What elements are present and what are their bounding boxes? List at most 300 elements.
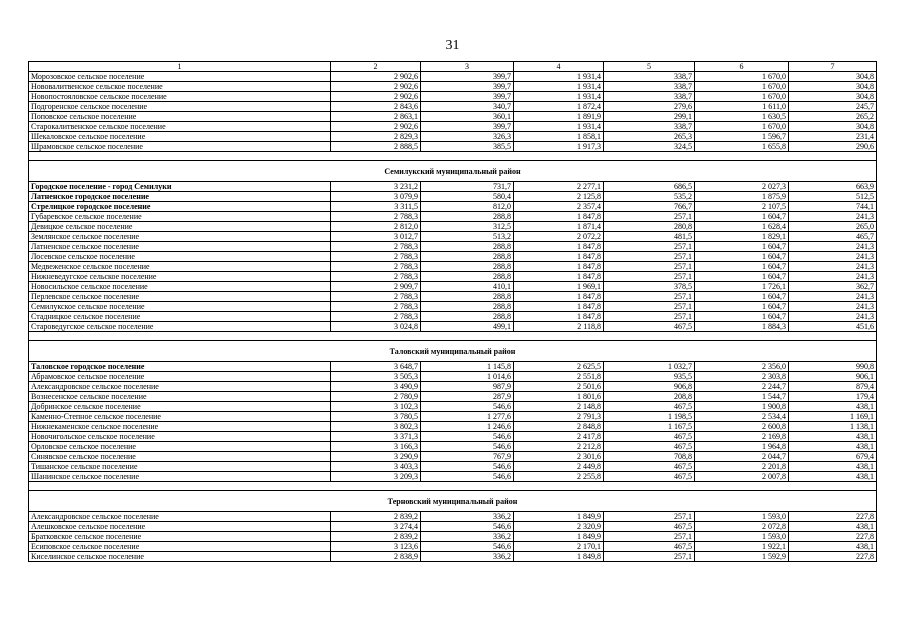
value-cell-col2: 2 863,1 bbox=[331, 112, 421, 122]
value-cell-col5: 1 032,7 bbox=[604, 362, 695, 372]
value-cell-col5: 338,7 bbox=[604, 82, 695, 92]
value-cell-col5: 299,1 bbox=[604, 112, 695, 122]
value-cell-col7: 227,8 bbox=[789, 512, 877, 522]
table-row bbox=[29, 382, 877, 392]
settlement-name-cell: Новосильское сельское поселение bbox=[29, 282, 331, 292]
value-cell-col4: 2 277,1 bbox=[514, 182, 604, 192]
value-cell-col5: 279,6 bbox=[604, 102, 695, 112]
value-cell-col4: 1 872,4 bbox=[514, 102, 604, 112]
value-cell-col5: 257,1 bbox=[604, 272, 695, 282]
value-cell-col7: 241,3 bbox=[789, 262, 877, 272]
settlement-name-cell: Нижневедугское сельское поселение bbox=[29, 272, 331, 282]
table-row bbox=[29, 92, 877, 102]
value-cell-col4: 1 849,8 bbox=[514, 552, 604, 562]
value-cell-col3: 546,6 bbox=[421, 462, 514, 472]
value-cell-col5: 467,5 bbox=[604, 442, 695, 452]
value-cell-col5: 708,8 bbox=[604, 452, 695, 462]
value-cell-col2: 3 166,3 bbox=[331, 442, 421, 452]
value-cell-col4: 2 357,4 bbox=[514, 202, 604, 212]
value-cell-col6: 2 534,4 bbox=[695, 412, 789, 422]
value-cell-col2: 3 311,5 bbox=[331, 202, 421, 212]
table-row bbox=[29, 442, 877, 452]
value-cell-col7: 879,4 bbox=[789, 382, 877, 392]
value-cell-col4: 2 501,6 bbox=[514, 382, 604, 392]
value-cell-col6: 2 356,0 bbox=[695, 362, 789, 372]
settlement-name-cell: Каменно-Степное сельское поселение bbox=[29, 412, 331, 422]
section-title: Семилукский муниципальный район bbox=[29, 161, 877, 182]
table-row bbox=[29, 542, 877, 552]
value-cell-col7: 744,1 bbox=[789, 202, 877, 212]
value-cell-col6: 1 900,8 bbox=[695, 402, 789, 412]
value-cell-col3: 513,2 bbox=[421, 232, 514, 242]
value-cell-col6: 1 604,7 bbox=[695, 312, 789, 322]
value-cell-col4: 1 891,9 bbox=[514, 112, 604, 122]
value-cell-col7: 438,1 bbox=[789, 402, 877, 412]
value-cell-col2: 3 648,7 bbox=[331, 362, 421, 372]
value-cell-col3: 288,8 bbox=[421, 302, 514, 312]
value-cell-col7: 304,8 bbox=[789, 92, 877, 102]
settlement-name-cell: Шекаловское сельское поселение bbox=[29, 132, 331, 142]
value-cell-col3: 1 246,6 bbox=[421, 422, 514, 432]
spacer-row bbox=[29, 482, 877, 491]
column-header: 6 bbox=[695, 62, 789, 72]
value-cell-col6: 1 604,7 bbox=[695, 272, 789, 282]
table-row bbox=[29, 72, 877, 82]
value-cell-col7: 227,8 bbox=[789, 532, 877, 542]
value-cell-col4: 2 551,8 bbox=[514, 372, 604, 382]
value-cell-col5: 481,5 bbox=[604, 232, 695, 242]
settlement-name-cell: Добринское сельское поселение bbox=[29, 402, 331, 412]
value-cell-col7: 241,3 bbox=[789, 302, 877, 312]
value-cell-col3: 546,6 bbox=[421, 442, 514, 452]
settlement-name-cell: Семилукское сельское поселение bbox=[29, 302, 331, 312]
value-cell-col7: 304,8 bbox=[789, 122, 877, 132]
value-cell-col6: 2 044,7 bbox=[695, 452, 789, 462]
value-cell-col3: 499,1 bbox=[421, 322, 514, 332]
value-cell-col4: 1 847,8 bbox=[514, 252, 604, 262]
value-cell-col6: 1 655,8 bbox=[695, 142, 789, 152]
value-cell-col6: 1 670,0 bbox=[695, 72, 789, 82]
table-row bbox=[29, 232, 877, 242]
value-cell-col6: 1 884,3 bbox=[695, 322, 789, 332]
value-cell-col4: 2 148,8 bbox=[514, 402, 604, 412]
value-cell-col4: 1 871,4 bbox=[514, 222, 604, 232]
value-cell-col6: 1 604,7 bbox=[695, 212, 789, 222]
table-row bbox=[29, 292, 877, 302]
value-cell-col7: 241,3 bbox=[789, 312, 877, 322]
value-cell-col4: 1 931,4 bbox=[514, 122, 604, 132]
settlement-name-cell: Шанинское сельское поселение bbox=[29, 472, 331, 482]
settlement-name-cell: Поповское сельское поселение bbox=[29, 112, 331, 122]
value-cell-col3: 385,5 bbox=[421, 142, 514, 152]
value-cell-col7: 451,6 bbox=[789, 322, 877, 332]
column-header: 4 bbox=[514, 62, 604, 72]
value-cell-col3: 410,1 bbox=[421, 282, 514, 292]
value-cell-col7: 241,3 bbox=[789, 272, 877, 282]
value-cell-col6: 2 303,8 bbox=[695, 372, 789, 382]
value-cell-col2: 2 788,3 bbox=[331, 272, 421, 282]
value-cell-col4: 1 847,8 bbox=[514, 242, 604, 252]
table-row bbox=[29, 212, 877, 222]
value-cell-col4: 2 125,8 bbox=[514, 192, 604, 202]
table-row bbox=[29, 262, 877, 272]
value-cell-col5: 467,5 bbox=[604, 402, 695, 412]
table-row bbox=[29, 422, 877, 432]
value-cell-col5: 338,7 bbox=[604, 122, 695, 132]
value-cell-col6: 1 726,1 bbox=[695, 282, 789, 292]
value-cell-col4: 1 969,1 bbox=[514, 282, 604, 292]
value-cell-col5: 257,1 bbox=[604, 312, 695, 322]
value-cell-col6: 1 628,4 bbox=[695, 222, 789, 232]
value-cell-col6: 1 544,7 bbox=[695, 392, 789, 402]
table-row bbox=[29, 222, 877, 232]
section-title: Терновский муниципальный район bbox=[29, 491, 877, 512]
settlement-name-cell: Братковское сельское поселение bbox=[29, 532, 331, 542]
value-cell-col3: 288,8 bbox=[421, 212, 514, 222]
value-cell-col2: 2 902,6 bbox=[331, 122, 421, 132]
value-cell-col7: 241,3 bbox=[789, 242, 877, 252]
settlement-name-cell: Есиповское сельское поселение bbox=[29, 542, 331, 552]
value-cell-col6: 1 611,0 bbox=[695, 102, 789, 112]
value-cell-col6: 2 027,3 bbox=[695, 182, 789, 192]
section-header-row bbox=[29, 341, 877, 362]
value-cell-col3: 812,0 bbox=[421, 202, 514, 212]
table-row bbox=[29, 552, 877, 562]
value-cell-col5: 467,5 bbox=[604, 462, 695, 472]
value-cell-col5: 467,5 bbox=[604, 322, 695, 332]
value-cell-col2: 2 788,3 bbox=[331, 292, 421, 302]
value-cell-col5: 467,5 bbox=[604, 542, 695, 552]
settlement-name-cell: Перлевское сельское поселение bbox=[29, 292, 331, 302]
value-cell-col6: 1 875,9 bbox=[695, 192, 789, 202]
value-cell-col3: 288,8 bbox=[421, 252, 514, 262]
value-cell-col5: 935,5 bbox=[604, 372, 695, 382]
value-cell-col7: 179,4 bbox=[789, 392, 877, 402]
value-cell-col5: 265,3 bbox=[604, 132, 695, 142]
value-cell-col5: 257,1 bbox=[604, 552, 695, 562]
value-cell-col2: 2 788,3 bbox=[331, 262, 421, 272]
settlement-name-cell: Вознесенское сельское поселение bbox=[29, 392, 331, 402]
value-cell-col5: 467,5 bbox=[604, 472, 695, 482]
value-cell-col3: 288,8 bbox=[421, 262, 514, 272]
value-cell-col4: 2 170,1 bbox=[514, 542, 604, 552]
value-cell-col7: 227,8 bbox=[789, 552, 877, 562]
table-row bbox=[29, 322, 877, 332]
value-cell-col3: 1 277,6 bbox=[421, 412, 514, 422]
table-row bbox=[29, 522, 877, 532]
value-cell-col3: 326,3 bbox=[421, 132, 514, 142]
table-row bbox=[29, 392, 877, 402]
value-cell-col4: 1 917,3 bbox=[514, 142, 604, 152]
value-cell-col2: 3 403,3 bbox=[331, 462, 421, 472]
value-cell-col5: 906,8 bbox=[604, 382, 695, 392]
value-cell-col3: 336,2 bbox=[421, 512, 514, 522]
value-cell-col7: 438,1 bbox=[789, 542, 877, 552]
value-cell-col4: 1 847,8 bbox=[514, 212, 604, 222]
value-cell-col2: 3 123,6 bbox=[331, 542, 421, 552]
value-cell-col7: 438,1 bbox=[789, 522, 877, 532]
value-cell-col3: 546,6 bbox=[421, 402, 514, 412]
settlement-name-cell: Девицкое сельское поселение bbox=[29, 222, 331, 232]
table-row bbox=[29, 302, 877, 312]
settlement-name-cell: Морозовское сельское поселение bbox=[29, 72, 331, 82]
value-cell-col4: 2 118,8 bbox=[514, 322, 604, 332]
settlement-name-cell: Тишанское сельское поселение bbox=[29, 462, 331, 472]
value-cell-col6: 1 604,7 bbox=[695, 292, 789, 302]
table-row bbox=[29, 412, 877, 422]
value-cell-col4: 1 847,8 bbox=[514, 272, 604, 282]
value-cell-col7: 290,6 bbox=[789, 142, 877, 152]
value-cell-col5: 1 167,5 bbox=[604, 422, 695, 432]
value-cell-col4: 1 801,6 bbox=[514, 392, 604, 402]
value-cell-col5: 766,7 bbox=[604, 202, 695, 212]
section-title: Таловский муниципальный район bbox=[29, 341, 877, 362]
value-cell-col3: 987,9 bbox=[421, 382, 514, 392]
value-cell-col3: 288,8 bbox=[421, 292, 514, 302]
value-cell-col2: 2 839,2 bbox=[331, 512, 421, 522]
value-cell-col2: 3 802,3 bbox=[331, 422, 421, 432]
value-cell-col7: 245,7 bbox=[789, 102, 877, 112]
value-cell-col5: 257,1 bbox=[604, 252, 695, 262]
table-row bbox=[29, 122, 877, 132]
table-row bbox=[29, 192, 877, 202]
value-cell-col7: 679,4 bbox=[789, 452, 877, 462]
column-header: 2 bbox=[331, 62, 421, 72]
table-row bbox=[29, 112, 877, 122]
settlement-name-cell: Латненское городское поселение bbox=[29, 192, 331, 202]
value-cell-col5: 467,5 bbox=[604, 432, 695, 442]
spacer-cell bbox=[29, 482, 877, 491]
value-cell-col6: 2 107,5 bbox=[695, 202, 789, 212]
value-cell-col4: 1 931,4 bbox=[514, 82, 604, 92]
table-row bbox=[29, 202, 877, 212]
value-cell-col7: 663,9 bbox=[789, 182, 877, 192]
table-header-row bbox=[29, 62, 877, 72]
value-cell-col5: 686,5 bbox=[604, 182, 695, 192]
table-row bbox=[29, 372, 877, 382]
settlement-name-cell: Нововалитвенское сельское поселение bbox=[29, 82, 331, 92]
value-cell-col2: 2 888,5 bbox=[331, 142, 421, 152]
value-cell-col2: 3 290,9 bbox=[331, 452, 421, 462]
value-cell-col3: 546,6 bbox=[421, 432, 514, 442]
value-cell-col2: 3 231,2 bbox=[331, 182, 421, 192]
section-header-row bbox=[29, 491, 877, 512]
value-cell-col7: 906,1 bbox=[789, 372, 877, 382]
table-row bbox=[29, 532, 877, 542]
value-cell-col2: 3 209,3 bbox=[331, 472, 421, 482]
table-row bbox=[29, 132, 877, 142]
value-cell-col5: 1 198,5 bbox=[604, 412, 695, 422]
value-cell-col6: 1 829,1 bbox=[695, 232, 789, 242]
value-cell-col7: 362,7 bbox=[789, 282, 877, 292]
value-cell-col5: 467,5 bbox=[604, 522, 695, 532]
value-cell-col4: 2 255,8 bbox=[514, 472, 604, 482]
settlement-name-cell: Подгоренское сельское поселение bbox=[29, 102, 331, 112]
value-cell-col2: 2 780,9 bbox=[331, 392, 421, 402]
value-cell-col3: 731,7 bbox=[421, 182, 514, 192]
value-cell-col6: 2 201,8 bbox=[695, 462, 789, 472]
value-cell-col5: 257,1 bbox=[604, 292, 695, 302]
column-header: 7 bbox=[789, 62, 877, 72]
value-cell-col4: 2 848,8 bbox=[514, 422, 604, 432]
table-row bbox=[29, 512, 877, 522]
value-cell-col4: 2 212,8 bbox=[514, 442, 604, 452]
value-cell-col5: 378,5 bbox=[604, 282, 695, 292]
settlement-name-cell: Новопостояловское сельское поселение bbox=[29, 92, 331, 102]
settlement-name-cell: Стадницкое сельское поселение bbox=[29, 312, 331, 322]
settlement-name-cell: Синявское сельское поселение bbox=[29, 452, 331, 462]
value-cell-col2: 2 843,6 bbox=[331, 102, 421, 112]
column-header: 3 bbox=[421, 62, 514, 72]
value-cell-col3: 312,5 bbox=[421, 222, 514, 232]
value-cell-col2: 2 788,3 bbox=[331, 242, 421, 252]
value-cell-col7: 231,4 bbox=[789, 132, 877, 142]
value-cell-col3: 288,8 bbox=[421, 242, 514, 252]
value-cell-col3: 399,7 bbox=[421, 122, 514, 132]
settlement-name-cell: Нижнекаменское сельское поселение bbox=[29, 422, 331, 432]
value-cell-col5: 257,1 bbox=[604, 512, 695, 522]
column-header: 1 bbox=[29, 62, 331, 72]
value-cell-col6: 1 604,7 bbox=[695, 242, 789, 252]
value-cell-col5: 257,1 bbox=[604, 532, 695, 542]
value-cell-col3: 399,7 bbox=[421, 92, 514, 102]
settlement-name-cell: Городское поселение - город Семилуки bbox=[29, 182, 331, 192]
table-row bbox=[29, 452, 877, 462]
table-row bbox=[29, 472, 877, 482]
value-cell-col6: 1 670,0 bbox=[695, 122, 789, 132]
value-cell-col5: 257,1 bbox=[604, 262, 695, 272]
value-cell-col7: 304,8 bbox=[789, 82, 877, 92]
value-cell-col2: 2 902,6 bbox=[331, 72, 421, 82]
column-header: 5 bbox=[604, 62, 695, 72]
value-cell-col3: 1 145,8 bbox=[421, 362, 514, 372]
value-cell-col2: 2 788,3 bbox=[331, 212, 421, 222]
value-cell-col4: 1 849,9 bbox=[514, 532, 604, 542]
settlement-name-cell: Киселинское сельское поселение bbox=[29, 552, 331, 562]
value-cell-col3: 399,7 bbox=[421, 82, 514, 92]
value-cell-col4: 2 072,2 bbox=[514, 232, 604, 242]
value-cell-col7: 241,3 bbox=[789, 212, 877, 222]
value-cell-col2: 2 788,3 bbox=[331, 252, 421, 262]
settlement-name-cell: Шрамовское сельское поселение bbox=[29, 142, 331, 152]
settlement-name-cell: Орловское сельское поселение bbox=[29, 442, 331, 452]
value-cell-col4: 1 847,8 bbox=[514, 302, 604, 312]
value-cell-col2: 3 371,3 bbox=[331, 432, 421, 442]
value-cell-col3: 340,7 bbox=[421, 102, 514, 112]
value-cell-col6: 2 600,8 bbox=[695, 422, 789, 432]
value-cell-col2: 3 505,3 bbox=[331, 372, 421, 382]
value-cell-col3: 287,9 bbox=[421, 392, 514, 402]
value-cell-col4: 2 791,3 bbox=[514, 412, 604, 422]
table-row bbox=[29, 282, 877, 292]
value-cell-col5: 257,1 bbox=[604, 212, 695, 222]
table-row bbox=[29, 82, 877, 92]
value-cell-col6: 2 244,7 bbox=[695, 382, 789, 392]
value-cell-col2: 3 079,9 bbox=[331, 192, 421, 202]
table-row bbox=[29, 142, 877, 152]
value-cell-col6: 2 169,8 bbox=[695, 432, 789, 442]
value-cell-col7: 1 138,1 bbox=[789, 422, 877, 432]
value-cell-col2: 3 274,4 bbox=[331, 522, 421, 532]
value-cell-col3: 360,1 bbox=[421, 112, 514, 122]
value-cell-col7: 241,3 bbox=[789, 292, 877, 302]
settlement-name-cell: Старокалитвенское сельское поселение bbox=[29, 122, 331, 132]
settlement-name-cell: Александровское сельское поселение bbox=[29, 382, 331, 392]
value-cell-col3: 288,8 bbox=[421, 312, 514, 322]
settlement-name-cell: Медвеженское сельское поселение bbox=[29, 262, 331, 272]
value-cell-col6: 2 072,8 bbox=[695, 522, 789, 532]
value-cell-col2: 3 780,5 bbox=[331, 412, 421, 422]
value-cell-col3: 336,2 bbox=[421, 552, 514, 562]
value-cell-col3: 546,6 bbox=[421, 472, 514, 482]
value-cell-col7: 438,1 bbox=[789, 442, 877, 452]
table-row bbox=[29, 362, 877, 372]
table-row bbox=[29, 432, 877, 442]
settlement-name-cell: Латненское сельское поселение bbox=[29, 242, 331, 252]
value-cell-col7: 465,7 bbox=[789, 232, 877, 242]
value-cell-col6: 1 604,7 bbox=[695, 252, 789, 262]
value-cell-col6: 1 596,7 bbox=[695, 132, 789, 142]
value-cell-col3: 580,4 bbox=[421, 192, 514, 202]
settlement-name-cell: Новочигольское сельское поселение bbox=[29, 432, 331, 442]
value-cell-col7: 304,8 bbox=[789, 72, 877, 82]
value-cell-col4: 1 847,8 bbox=[514, 262, 604, 272]
value-cell-col7: 265,2 bbox=[789, 112, 877, 122]
value-cell-col5: 280,8 bbox=[604, 222, 695, 232]
value-cell-col6: 1 604,7 bbox=[695, 302, 789, 312]
table-row bbox=[29, 402, 877, 412]
value-cell-col7: 438,1 bbox=[789, 472, 877, 482]
value-cell-col2: 3 490,9 bbox=[331, 382, 421, 392]
value-cell-col4: 1 858,1 bbox=[514, 132, 604, 142]
value-cell-col2: 2 812,0 bbox=[331, 222, 421, 232]
value-cell-col2: 3 102,3 bbox=[331, 402, 421, 412]
value-cell-col7: 438,1 bbox=[789, 432, 877, 442]
value-cell-col5: 208,8 bbox=[604, 392, 695, 402]
value-cell-col6: 1 604,7 bbox=[695, 262, 789, 272]
value-cell-col4: 2 301,6 bbox=[514, 452, 604, 462]
value-cell-col4: 2 449,8 bbox=[514, 462, 604, 472]
value-cell-col2: 2 839,2 bbox=[331, 532, 421, 542]
settlement-name-cell: Таловское городское поселение bbox=[29, 362, 331, 372]
value-cell-col3: 288,8 bbox=[421, 272, 514, 282]
spacer-row bbox=[29, 332, 877, 341]
value-cell-col4: 1 847,8 bbox=[514, 312, 604, 322]
settlement-name-cell: Губаревское сельское поселение bbox=[29, 212, 331, 222]
value-cell-col7: 265,0 bbox=[789, 222, 877, 232]
value-cell-col3: 546,6 bbox=[421, 542, 514, 552]
value-cell-col5: 338,7 bbox=[604, 72, 695, 82]
value-cell-col3: 1 014,6 bbox=[421, 372, 514, 382]
value-cell-col2: 2 829,3 bbox=[331, 132, 421, 142]
value-cell-col4: 2 625,5 bbox=[514, 362, 604, 372]
value-cell-col3: 399,7 bbox=[421, 72, 514, 82]
value-cell-col6: 1 670,0 bbox=[695, 82, 789, 92]
value-cell-col2: 2 902,6 bbox=[331, 92, 421, 102]
value-cell-col6: 1 670,0 bbox=[695, 92, 789, 102]
value-cell-col2: 2 788,3 bbox=[331, 312, 421, 322]
value-cell-col5: 324,5 bbox=[604, 142, 695, 152]
value-cell-col7: 438,1 bbox=[789, 462, 877, 472]
value-cell-col4: 2 417,8 bbox=[514, 432, 604, 442]
value-cell-col2: 3 012,7 bbox=[331, 232, 421, 242]
data-table bbox=[28, 61, 877, 562]
spacer-cell bbox=[29, 152, 877, 161]
value-cell-col4: 1 847,8 bbox=[514, 292, 604, 302]
value-cell-col4: 1 931,4 bbox=[514, 72, 604, 82]
value-cell-col3: 767,9 bbox=[421, 452, 514, 462]
settlement-name-cell: Алешковское сельское поселение bbox=[29, 522, 331, 532]
